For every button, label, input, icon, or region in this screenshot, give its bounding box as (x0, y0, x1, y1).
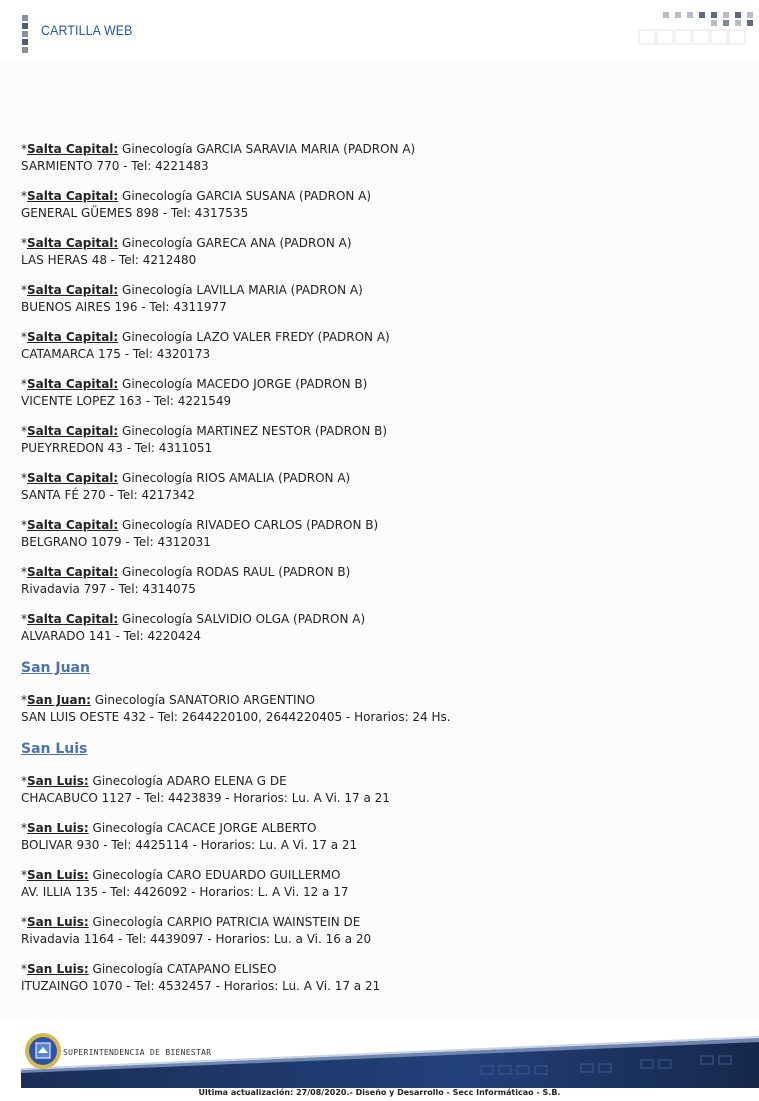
entry-prefix: * (21, 377, 27, 391)
entry-location-link[interactable]: Salta Capital: (27, 236, 119, 250)
entry-location-link[interactable]: Salta Capital: (27, 471, 119, 485)
seal-logo-icon (24, 1032, 62, 1070)
entry-address: VICENTE LOPEZ 163 - Tel: 4221549 (21, 394, 232, 408)
entry-location-link[interactable]: Salta Capital: (27, 283, 119, 297)
entry-location-link[interactable]: San Luis: (27, 821, 89, 835)
list-item (21, 282, 741, 316)
list-item (21, 692, 741, 726)
entry-location-link[interactable]: Salta Capital: (27, 189, 119, 203)
entry-description: Ginecología RIVADEO CARLOS (PADRON B) (122, 518, 379, 532)
entry-location-link[interactable]: San Luis: (27, 774, 89, 788)
entry-address: SARMIENTO 770 - Tel: 4221483 (21, 159, 209, 173)
entry-address: Rivadavia 797 - Tel: 4314075 (21, 582, 196, 596)
list-item (21, 611, 741, 645)
entry-description: Ginecología SALVIDIO OLGA (PADRON A) (122, 612, 366, 626)
list-item (21, 820, 741, 854)
entry-description: Ginecología GARECA ANA (PADRON A) (122, 236, 352, 250)
section-heading-san-luis[interactable]: San Luis (21, 741, 88, 757)
listing-content (21, 141, 741, 1008)
salta-capital-entries (21, 141, 741, 645)
header-grid-decoration-icon (635, 12, 759, 48)
entry-description: Ginecología ADARO ELENA G DE (92, 774, 287, 788)
entry-location-link[interactable]: Salta Capital: (27, 377, 119, 391)
page-footer (21, 1030, 759, 1088)
list-item (21, 188, 741, 222)
entry-address: AV. ILLIA 135 - Tel: 4426092 - Horarios: L. A Vi. 12 a 17 (21, 885, 349, 899)
entry-prefix: * (21, 142, 27, 156)
entry-location-link[interactable]: Salta Capital: (27, 565, 119, 579)
entry-prefix: * (21, 962, 27, 976)
entry-description: Ginecología LAZO VALER FREDY (PADRON A) (122, 330, 390, 344)
entry-prefix: * (21, 283, 27, 297)
entry-address: BUENOS AIRES 196 - Tel: 4311977 (21, 300, 227, 314)
san-luis-entries (21, 773, 741, 995)
list-item (21, 564, 741, 598)
list-item (21, 914, 741, 948)
entry-prefix: * (21, 330, 27, 344)
entry-description: Ginecología GARCIA SUSANA (PADRON A) (122, 189, 372, 203)
section-heading-san-juan[interactable]: San Juan (21, 660, 90, 676)
footer-band-graphic (21, 1030, 759, 1088)
list-item (21, 329, 741, 363)
entry-description: Ginecología CATAPANO ELISEO (92, 962, 277, 976)
entry-location-link[interactable]: Salta Capital: (27, 612, 119, 626)
entry-location-link[interactable]: Salta Capital: (27, 330, 119, 344)
entry-prefix: * (21, 915, 27, 929)
entry-description: Ginecología LAVILLA MARIA (PADRON A) (122, 283, 363, 297)
entry-address: ALVARADO 141 - Tel: 4220424 (21, 629, 201, 643)
list-item (21, 141, 741, 175)
entry-address: LAS HERAS 48 - Tel: 4212480 (21, 253, 197, 267)
san-juan-entries (21, 692, 741, 726)
entry-prefix: * (21, 471, 27, 485)
entry-prefix: * (21, 424, 27, 438)
entry-description: Ginecología GARCIA SARAVIA MARIA (PADRON A) (122, 142, 416, 156)
entry-prefix: * (21, 236, 27, 250)
entry-location-link[interactable]: San Juan: (27, 693, 91, 707)
entry-location-link[interactable]: San Luis: (27, 962, 89, 976)
entry-prefix: * (21, 518, 27, 532)
entry-location-link[interactable]: San Luis: (27, 915, 89, 929)
entry-location-link[interactable]: Salta Capital: (27, 142, 119, 156)
list-item (21, 773, 741, 807)
entry-location-link[interactable]: San Luis: (27, 868, 89, 882)
header-title: CARTILLA WEB (41, 22, 133, 38)
entry-prefix: * (21, 774, 27, 788)
footer-organization-name: SUPERINTENDENCIA DE BIENESTAR (63, 1048, 212, 1057)
entry-prefix: * (21, 693, 27, 707)
list-item (21, 867, 741, 901)
entry-address: CATAMARCA 175 - Tel: 4320173 (21, 347, 211, 361)
entry-description: Ginecología RODAS RAUL (PADRON B) (122, 565, 351, 579)
entry-description: Ginecología CACACE JORGE ALBERTO (92, 821, 317, 835)
list-item (21, 235, 741, 269)
entry-address: SAN LUIS OESTE 432 - Tel: 2644220100, 2644220405 - Horarios: 24 Hs. (21, 710, 451, 724)
entry-address: Rivadavia 1164 - Tel: 4439097 - Horarios: Lu. a Vi. 16 a 20 (21, 932, 372, 946)
entry-prefix: * (21, 189, 27, 203)
entry-address: PUEYRREDON 43 - Tel: 4311051 (21, 441, 213, 455)
entry-address: GENERAL GÜEMES 898 - Tel: 4317535 (21, 206, 249, 220)
list-item (21, 961, 741, 995)
entry-prefix: * (21, 868, 27, 882)
entry-prefix: * (21, 612, 27, 626)
entry-description: Ginecología MACEDO JORGE (PADRON B) (122, 377, 368, 391)
entry-address: CHACABUCO 1127 - Tel: 4423839 - Horarios: Lu. A Vi. 17 a 21 (21, 791, 390, 805)
entry-address: BELGRANO 1079 - Tel: 4312031 (21, 535, 211, 549)
entry-address: ITUZAINGO 1070 - Tel: 4532457 - Horarios: Lu. A Vi. 17 a 21 (21, 979, 381, 993)
entry-description: Ginecología CARO EDUARDO GUILLERMO (92, 868, 341, 882)
entry-address: BOLIVAR 930 - Tel: 4425114 - Horarios: Lu. A Vi. 17 a 21 (21, 838, 358, 852)
page-header (0, 0, 759, 60)
list-item (21, 376, 741, 410)
list-item (21, 470, 741, 504)
list-item (21, 517, 741, 551)
entry-location-link[interactable]: Salta Capital: (27, 424, 119, 438)
entry-prefix: * (21, 565, 27, 579)
entry-description: Ginecología RIOS AMALIA (PADRON A) (122, 471, 351, 485)
footer-last-update: Ultima actualización: 27/08/2020.- Diseño y Desarrollo - Secc Informáticao - S.B. (198, 1088, 561, 1097)
entry-description: Ginecología SANATORIO ARGENTINO (94, 693, 316, 707)
entry-address: SANTA FÉ 270 - Tel: 4217342 (21, 488, 195, 502)
entry-description: Ginecología CARPIO PATRICIA WAINSTEIN DE (92, 915, 361, 929)
entry-description: Ginecología MARTINEZ NESTOR (PADRON B) (122, 424, 388, 438)
entry-location-link[interactable]: Salta Capital: (27, 518, 119, 532)
entry-prefix: * (21, 821, 27, 835)
list-item (21, 423, 741, 457)
header-squares-icon (22, 15, 28, 55)
